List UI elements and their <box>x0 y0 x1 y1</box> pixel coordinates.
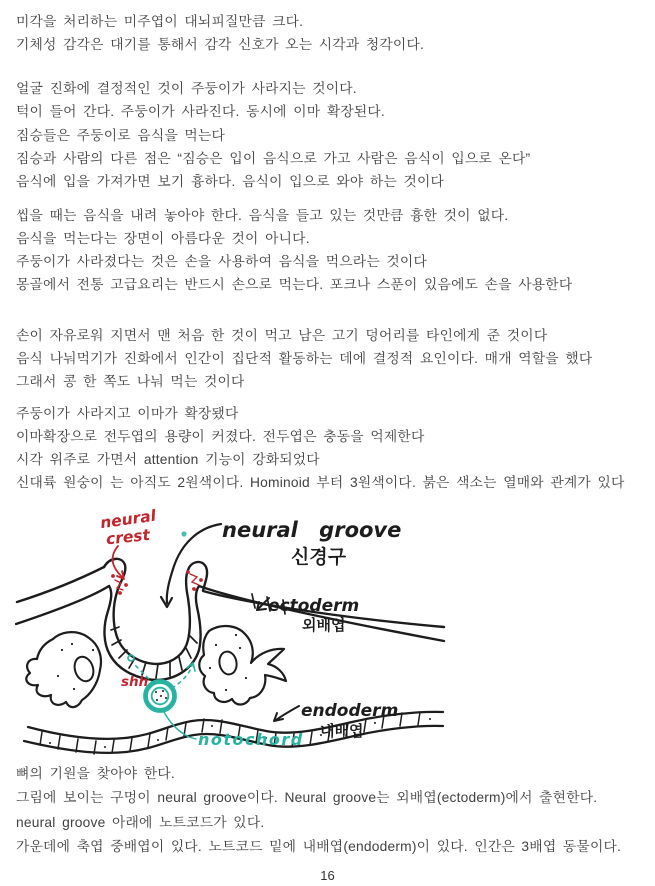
ectoderm-korean-label: 외배엽 <box>302 616 346 634</box>
paragraph-spacer <box>16 393 646 402</box>
neural-crest-label-line1: neural <box>99 506 158 533</box>
paragraph-spacer <box>16 193 646 204</box>
neural-groove-label: neural groove <box>222 518 402 542</box>
text-line: 그림에 보이는 구멍이 neural groove이다. Neural groove는 외배엽(ectoderm)에서 출현한다. <box>16 790 598 806</box>
text-line: 뼈의 기원을 찾아야 한다. <box>16 766 175 781</box>
endoderm-arrow <box>274 706 299 721</box>
notes-text-block-bottom <box>16 762 646 859</box>
text-line: 이마확장으로 전두엽의 용량이 커졌다. 전두엽은 충동을 억제한다 <box>16 429 425 444</box>
mesoderm-right-vacuole <box>218 650 239 676</box>
text-line: 손이 자유로워 지면서 맨 처음 한 것이 먹고 남은 고기 덩어리를 타인에게 준 것이다 <box>16 328 548 343</box>
notochord-label: notochord <box>198 730 304 749</box>
text-line: 음식을 먹는다는 장면이 아름다운 것이 아니다. <box>16 231 310 246</box>
mesoderm-blob-left <box>26 632 101 707</box>
text-line: 가운데에 축엽 중배엽이 있다. 노트코드 밑에 내배엽(endoderm)이 있다. 인간은 3배엽 동물이다. <box>16 838 622 854</box>
text-line: 음식에 입을 가져가면 보기 흉하다. 음식이 입으로 와야 하는 것이다 <box>16 174 445 189</box>
text-line: 몽골에서 전통 고급요리는 반드시 손으로 먹는다. 포크나 스푼이 있음에도 손을 사용한다 <box>16 277 573 292</box>
text-line: 턱이 들어 간다. 주둥이가 사라진다. 동시에 이마 확장된다. <box>16 104 385 119</box>
teal-mark <box>181 531 186 536</box>
mesoderm-left-vacuole <box>72 654 97 683</box>
neural-groove-korean-label: 신경구 <box>291 546 347 568</box>
text-line: 미각을 처리하는 미주엽이 대뇌피질만큼 크다. <box>16 14 304 29</box>
notes-text-block <box>16 10 646 494</box>
neural-crest-arrow <box>113 546 124 579</box>
text-line: 신대륙 원숭이 는 아직도 2원색이다. Hominoid 부터 3원색이다. 붉은 색소는 열매와 관계가 있다 <box>16 475 625 490</box>
shh-label: shh <box>121 674 149 690</box>
neural-crest-label-line2: crest <box>105 525 151 549</box>
text-line: 주둥이가 사라졌다는 것은 손을 사용하여 음식을 먹으라는 것이다 <box>16 254 427 269</box>
text-line: 시각 위주로 가면서 attention 기능이 강화되었다 <box>16 452 320 467</box>
ectoderm-label: ectoderm <box>268 596 360 616</box>
page-number: 16 <box>320 868 335 883</box>
embryo-cross-section-diagram <box>15 500 460 770</box>
endoderm-korean-label: 내배엽 <box>320 722 364 740</box>
text-line: 얼굴 진화에 결정적인 것이 주둥이가 사라지는 것이다. <box>16 81 357 96</box>
text-line: 짐승과 사람의 다른 점은 “짐승은 입이 음식으로 가고 사람은 음식이 입으로 온다” <box>16 151 531 166</box>
text-line: 주둥이가 사라지고 이마가 확장됐다 <box>16 406 239 421</box>
endoderm-label: endoderm <box>301 701 399 721</box>
text-line: 음식 나눠먹기가 진화에서 인간이 집단적 활동하는 데에 결정적 요인이다. 매개 역할을 했다 <box>16 351 593 366</box>
text-line: 짐승들은 주둥이로 음식을 먹는다 <box>16 128 225 143</box>
paragraph-spacer <box>16 56 646 77</box>
paragraph-spacer <box>16 296 646 324</box>
text-line: 기체성 감각은 대기를 통해서 감각 신호가 오는 시각과 청각이다. <box>16 37 425 52</box>
text-line: neural groove 아래에 노트코드가 있다. <box>16 814 265 830</box>
mesoderm-blob-right <box>199 626 286 705</box>
text-line: 그래서 콩 한 쪽도 나눠 먹는 것이다 <box>16 374 245 389</box>
notochord-dots <box>155 690 167 701</box>
text-line: 씹을 때는 음식을 내려 놓아야 한다. 음식을 들고 있는 것만큼 흉한 것이 없다. <box>16 208 509 223</box>
ectoderm-sheet-left-lower <box>16 586 109 624</box>
